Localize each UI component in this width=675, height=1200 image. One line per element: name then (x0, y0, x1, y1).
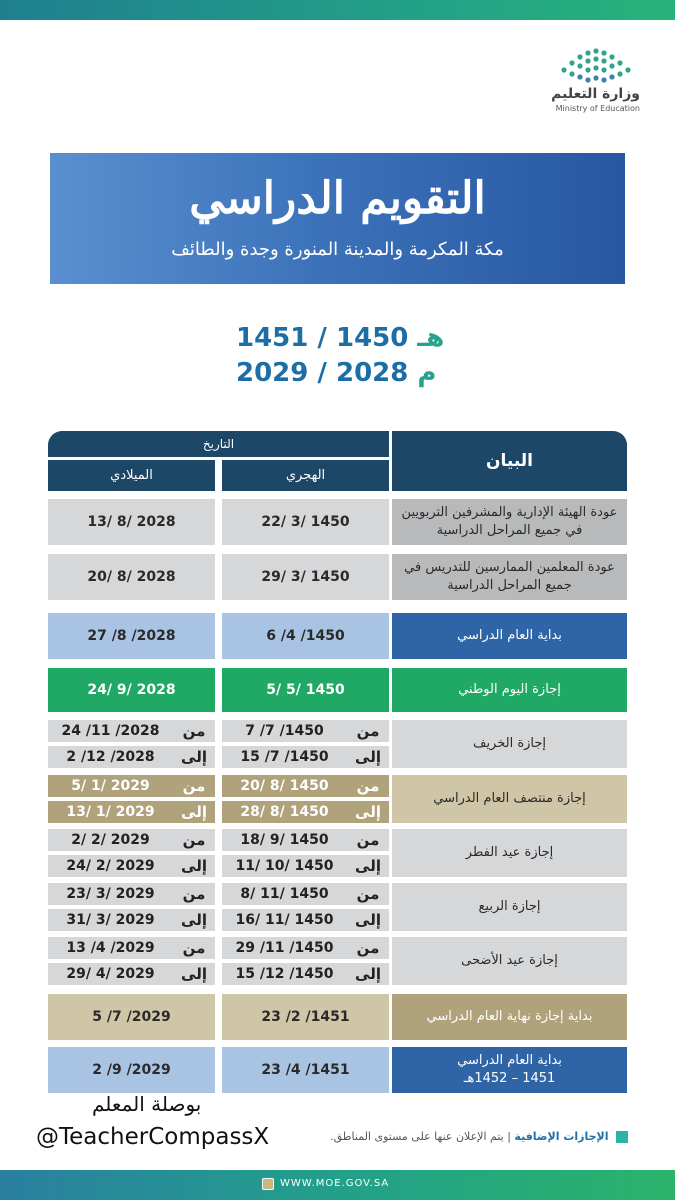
to-label: إلى (181, 748, 207, 766)
header-gregorian: الميلادي (48, 460, 215, 491)
header-hijri: الهجري (222, 460, 389, 491)
gregorian-to-cell (48, 801, 215, 823)
website-url[interactable]: WWW.MOE.GOV.SA (280, 1178, 390, 1189)
gregorian-from-date: 13 /4 /2029 (66, 940, 155, 956)
row-gregorian-date: 5 /7 /2029 (48, 994, 215, 1040)
hijri-to-cell (222, 963, 389, 985)
gregorian-from-cell (48, 883, 215, 905)
gregorian-from-cell (48, 829, 215, 851)
from-label: من (356, 777, 380, 795)
gregorian-to-cell (48, 909, 215, 931)
gregorian-from-date: 5/ 1/ 2029 (71, 778, 150, 794)
hijri-from-cell (222, 829, 389, 851)
hijri-from-date: 7 /7 /1450 (245, 723, 324, 739)
row-label: إجازة عيد الأضحى (392, 937, 627, 985)
header-date: التاريخ (48, 431, 389, 457)
gregorian-to-date: 13/ 1/ 2029 (66, 804, 155, 820)
hijri-year-range (236, 323, 444, 353)
top-accent-bar (0, 0, 675, 20)
row-gregorian-date: 13/ 8/ 2028 (48, 499, 215, 545)
row-hijri-date: 5/ 5/ 1450 (222, 668, 389, 712)
from-label: من (182, 777, 206, 795)
hijri-from-date: 20/ 8/ 1450 (240, 778, 329, 794)
gregorian-to-cell (48, 746, 215, 768)
hijri-to-date: 15 /7 /1450 (240, 749, 329, 765)
hijri-years: 1450 / 1451 (236, 323, 409, 353)
to-label: إلى (181, 803, 207, 821)
row-label: عودة الهيئة الإدارية والمشرفين التربويين في جميع المراحل الدراسية (392, 499, 627, 545)
row-label: إجازة عيد الفطر (392, 829, 627, 877)
from-label: من (356, 885, 380, 903)
gregorian-from-date: 2/ 2/ 2029 (71, 832, 150, 848)
to-label: إلى (355, 857, 381, 875)
page-subtitle: مكة المكرمة والمدينة المنورة وجدة والطائف (171, 239, 504, 260)
row-label: إجازة الخريف (392, 720, 627, 768)
to-label: إلى (181, 965, 207, 983)
row-gregorian-date: 27 /8 /2028 (48, 613, 215, 659)
hijri-suffix: هـ (417, 323, 445, 353)
gregorian-from-date: 23/ 3/ 2029 (66, 886, 155, 902)
gregorian-to-date: 29/ 4/ 2029 (66, 966, 155, 982)
emblem-icon (262, 1178, 274, 1190)
gregorian-to-cell (48, 855, 215, 877)
row-label: إجازة الربيع (392, 883, 627, 931)
title-banner (50, 153, 625, 284)
row-hijri-date: 22/ 3/ 1450 (222, 499, 389, 545)
from-label: من (356, 939, 380, 957)
row-label: بداية إجازة نهاية العام الدراسي (392, 994, 627, 1040)
hijri-from-cell (222, 775, 389, 797)
ministry-name-ar: وزارة التعليم (551, 86, 640, 102)
to-label: إلى (181, 857, 207, 875)
note-square-icon (616, 1131, 628, 1143)
hijri-to-cell (222, 746, 389, 768)
gregorian-to-date: 31/ 3/ 2029 (66, 912, 155, 928)
hijri-from-date: 29 /11 /1450 (235, 940, 334, 956)
from-label: من (182, 939, 206, 957)
hijri-to-date: 15 /12 /1450 (235, 966, 334, 982)
hijri-from-cell (222, 937, 389, 959)
row-label: إجازة اليوم الوطني (392, 668, 627, 712)
gregorian-year-range (236, 358, 436, 388)
gregorian-to-date: 2 /12 /2028 (66, 749, 155, 765)
note-heading: الإجازات الإضافية (514, 1130, 609, 1143)
row-hijri-date: 23 /4 /1451 (222, 1047, 389, 1093)
hijri-to-cell (222, 801, 389, 823)
gregorian-suffix: م (417, 358, 437, 388)
gregorian-years: 2028 / 2029 (236, 358, 409, 388)
ministry-name-en: Ministry of Education (555, 104, 640, 113)
header-item: البيان (392, 431, 627, 491)
ministry-logo (540, 42, 650, 118)
to-label: إلى (355, 748, 381, 766)
gregorian-from-cell (48, 720, 215, 742)
row-hijri-date: 29/ 3/ 1450 (222, 554, 389, 600)
from-label: من (182, 831, 206, 849)
from-label: من (182, 885, 206, 903)
logo-dots-icon (554, 46, 638, 86)
hijri-from-cell (222, 720, 389, 742)
gregorian-from-cell (48, 937, 215, 959)
gregorian-to-cell (48, 963, 215, 985)
hijri-to-date: 28/ 8/ 1450 (240, 804, 329, 820)
author-name: بوصلة المعلم (92, 1092, 202, 1116)
row-hijri-date: 6 /4 /1450 (222, 613, 389, 659)
gregorian-from-cell (48, 775, 215, 797)
hijri-to-cell (222, 855, 389, 877)
row-hijri-date: 23 /2 /1451 (222, 994, 389, 1040)
hijri-from-date: 18/ 9/ 1450 (240, 832, 329, 848)
row-label: بداية العام الدراسي (457, 1052, 562, 1068)
gregorian-from-date: 24 /11 /2028 (61, 723, 160, 739)
hijri-to-cell (222, 909, 389, 931)
to-label: إلى (355, 965, 381, 983)
page-title: التقويم الدراسي (189, 173, 486, 224)
gregorian-to-date: 24/ 2/ 2029 (66, 858, 155, 874)
row-label-years: 1451 – 1452هـ (463, 1071, 556, 1086)
from-label: من (356, 831, 380, 849)
from-label: من (182, 722, 206, 740)
row-label-cell (392, 1047, 627, 1093)
note-text: | يتم الإعلان عنها على مستوى المناطق. (330, 1130, 511, 1143)
row-label: إجازة منتصف العام الدراسي (392, 775, 627, 823)
hijri-from-cell (222, 883, 389, 905)
extra-holidays-note (318, 1130, 628, 1143)
hijri-from-date: 8/ 11/ 1450 (240, 886, 329, 902)
row-gregorian-date: 2 /9 /2029 (48, 1047, 215, 1093)
to-label: إلى (355, 803, 381, 821)
row-label: بداية العام الدراسي (392, 613, 627, 659)
author-handle[interactable]: @TeacherCompassX (36, 1124, 270, 1150)
row-gregorian-date: 24/ 9/ 2028 (48, 668, 215, 712)
row-gregorian-date: 20/ 8/ 2028 (48, 554, 215, 600)
hijri-to-date: 16/ 11/ 1450 (235, 912, 334, 928)
from-label: من (356, 722, 380, 740)
row-label: عودة المعلمين الممارسين للتدريس في جميع المراحل الدراسية (392, 554, 627, 600)
to-label: إلى (181, 911, 207, 929)
to-label: إلى (355, 911, 381, 929)
hijri-to-date: 11/ 10/ 1450 (235, 858, 334, 874)
